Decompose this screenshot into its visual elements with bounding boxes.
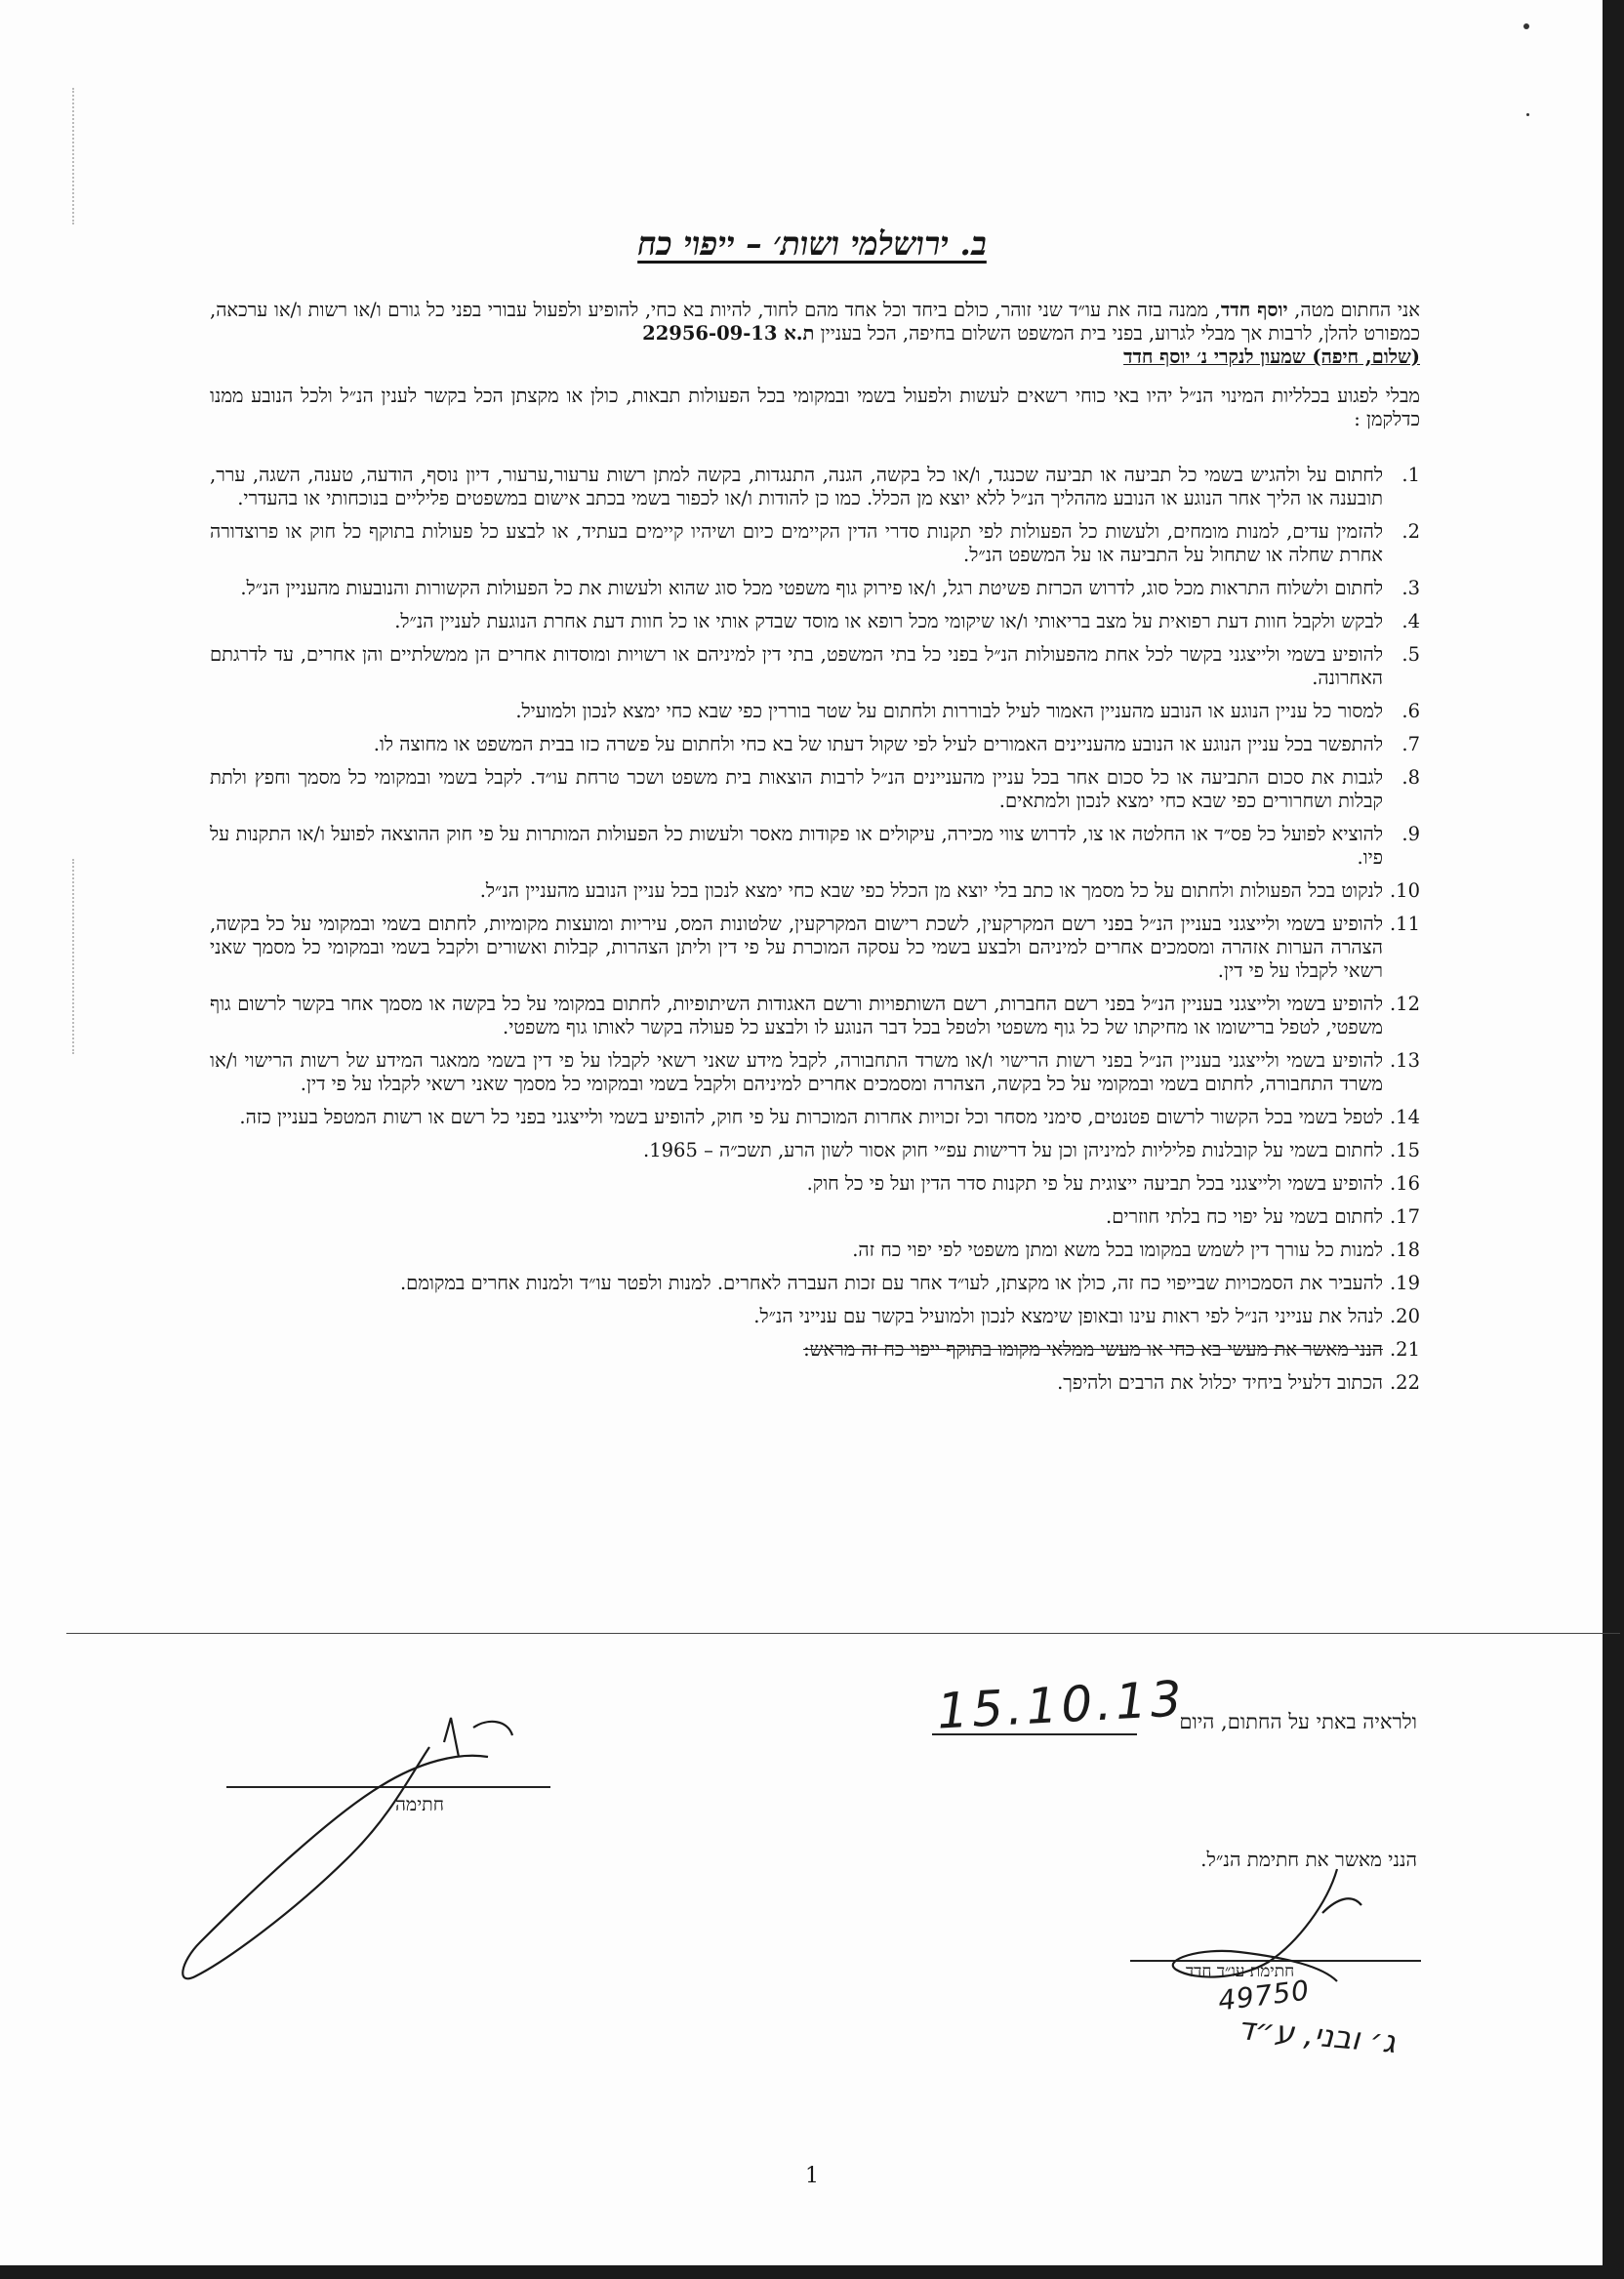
list-item-text: הכתוב דלעיל ביחיד יכלול את הרבים ולהיפך.: [1057, 1371, 1383, 1394]
list-item-text: להעביר את הסמכויות שבייפוי כח זה, כולן או מקצתן, לעו״ד אחר עם זכות העברה לאחרים. למנות ולפטר עו״ד ולמנות אחרים במקומם.: [399, 1272, 1383, 1294]
list-item-text: למנות כל עורך דין לשמש במקומו בכל משא ומתן משפטי לפי יפוי כח זה.: [852, 1239, 1383, 1261]
list-item-number: .15: [1389, 1139, 1420, 1161]
list-item-text: לחתום בשמי על יפוי כח בלתי חוזרים.: [1106, 1205, 1383, 1228]
list-item-text: הנני מאשר את מעשי בא כחי או מעשי ממלאי מקומו בתוקף ייפוי כח זה מראש:: [803, 1338, 1383, 1361]
list-item-text: להופיע בשמי ולייצגני בקשר לכל אחת מהפעולות הנ״ל בפני כל בתי המשפט, בתי דין למיניהם או רשויות ומוסדות אחרים הן ממשלתיים והן אחרים, עד לדרגתם האחרונה.: [210, 643, 1383, 689]
list-item-text: להתפשר בכל עניין הנוגע או הנובע מהעניינים האמורים לעיל לפי שקול דעתו של בא כחי ולחתום על פשרה כזו בבית המשפט או מחוצה לו.: [373, 733, 1383, 755]
list-item-text: לחתום על ולהגיש בשמי כל תביעה או תביעה שכנגד, ו/או כל בקשה, הגנה, התנגדות, בקשה למתן רשות ערעור,ערעור, דיון נוסף, הודעה, טענה, השגה, ערר, תובענה או הליך אחר הנוגע או הנובע מההליך הנ״ל ללא יוצא מן הכלל. כמו כן להודות ו/או לכפור בשמי בכתב אישום במשפטים פליליים בנוכחותי או בהעדרי.: [210, 464, 1383, 509]
list-item-number: .13: [1389, 1049, 1420, 1072]
list-item-text: להופיע בשמי ולייצגני בעניין הנ״ל בפני רשם החברות, רשם השותפויות ורשם האגודות השיתופיות, לחתום במקומי על כל בקשה או מסמך אחר בקשר לרשום גוף משפטי, לטפל ברישומו או מחיקתו של כל גוף משפטי ולטפל בכל דבר הנוגע לו ולבצע כל פעולה בקשר לאותו גוף משפטי.: [210, 993, 1383, 1038]
list-item-number: .14: [1389, 1106, 1420, 1128]
signature-label-left: חתימה: [395, 1794, 445, 1815]
list-item-number: .6: [1401, 700, 1420, 722]
page-number: 1: [805, 2164, 819, 2188]
list-item-number: .18: [1389, 1239, 1420, 1261]
list-item-text: לחתום ולשלוח התראות מכל סוג, לדרוש הכרזת פשיטת רגל, ו/או פירוק גוף משפטי מכל סוג שהוא ולעשות את כל הפעולות הקשורות והנובעות מהעניין הנ״ל.: [240, 577, 1383, 599]
list-item-text: להופיע בשמי ולייצגני בכל תביעה ייצוגית על פי תקנות סדר הדין ועל פי כל חוק.: [806, 1172, 1383, 1195]
intro-paragraph: אני החתום מטה, יוסף חדד, ממנה בזה את עו״ד שני זוהר, כולם ביחד וכל אחד מהם לחוד, להיות בא כחי, להופיע ולפעול עבורי בפני כל גורם ו/או רשות ו/או ערכאה, כמפורט להלן, לרבות אך מבלי לגרוע, בפני בית המשפט השלום בחיפה, הכל בעניין ת.א 22956-09-13 (שלום, חיפה) שמעון לנקרי נ׳ יוסף חדד: [210, 299, 1420, 368]
list-item-number: .20: [1389, 1305, 1420, 1327]
list-item-number: .12: [1389, 993, 1420, 1015]
list-item-number: .22: [1389, 1371, 1420, 1394]
list-item-text: לטפל בשמי בכל הקשור לרשום פטנטים, סימני מסחר וכל זכויות אחרות המוכרות על פי חוק, להופיע בשמי ולייצגני בפני כל רשם או רשות המטפל בעניין כזה.: [239, 1106, 1383, 1128]
handwritten-date: 15.10.13: [935, 1670, 1187, 1740]
signature-label-right: חתימת עו״ד חדד: [1186, 1962, 1295, 1981]
list-item-number: .19: [1389, 1272, 1420, 1294]
confirmation-text: הנני מאשר את חתימת הנ״ל.: [1200, 1848, 1417, 1871]
list-item-number: .4: [1401, 610, 1420, 632]
list-item-number: .7: [1401, 733, 1420, 755]
list-item-text: למסור כל עניין הנוגע או הנובע מהעניין האמור לעיל לבוררות ולחתום על שטר בוררין כפי שבא כחי ימצא לנכון ולמועיל.: [515, 700, 1383, 722]
signature-right: [1173, 1869, 1361, 1981]
list-item-text: לגבות את סכום התביעה או כל סכום אחר בכל עניין מהעניינים הנ״ל לרבות הוצאות בית משפט ושכר טרחת עו״ד. לקבל בשמי ובמקומי כל מסמך וחפץ ולתת קבלות ושחרורים כפי שבא כחי ימצא לנכון ולמתאים.: [210, 766, 1383, 812]
case-parties: (שלום, חיפה) שמעון לנקרי נ׳ יוסף חדד: [1123, 346, 1420, 368]
lawyer-stamp-name: ג׳ ובני, ע״ד: [1236, 2009, 1398, 2061]
scope-paragraph: מבלי לפגוע בכלליות המינוי הנ״ל יהיו באי כוחי רשאים לעשות ולפעול בשמי ובמקומי בכל הפעולות תבאות, כולן או מקצתן הכל בקשר לענין הנ״ל ולכל הנובע ממנו כדלקמן :: [210, 385, 1420, 430]
list-item-number: .21: [1389, 1338, 1420, 1361]
list-item-number: .16: [1389, 1172, 1420, 1195]
case-number: ת.א 22956-09-13: [642, 322, 815, 345]
list-item-number: .9: [1401, 823, 1420, 845]
list-item-number: .17: [1389, 1205, 1420, 1228]
list-item-number: .11: [1389, 913, 1420, 935]
grantor-name: יוסף חדד: [1220, 299, 1288, 321]
list-item-number: .8: [1401, 766, 1420, 789]
list-item-text: לבקש ולקבל חוות דעת רפואית על מצב בריאותי ו/או שיקומי מכל רופא או מוסד שבדק אותי או כל חוות דעת אחרת הנוגעת לעניין הנ״ל.: [394, 610, 1383, 632]
list-item-number: .10: [1389, 879, 1420, 902]
lawyer-stamp-number: 49750: [1216, 1974, 1312, 2017]
list-item-number: .2: [1401, 520, 1420, 543]
list-item-text: לנהל את ענייני הנ״ל לפי ראות עינו ובאופן שימצא לנכון ולמועיל בקשר עם ענייני הנ״ל.: [753, 1305, 1383, 1327]
document-title: ב. ירושלמי ושות׳ – ייפוי כח: [637, 224, 987, 263]
list-item-text: לנקוט בכל הפעולות ולחתום על כל מסמך או כתב בלי יוצא מן הכלל כפי שבא כחי ימצא לנכון בכל עניין הנובע מהעניין הנ״ל.: [479, 879, 1383, 902]
list-item-text: להזמין עדים, למנות מומחים, ולעשות כל הפעולות לפי תקנות סדרי הדין הקיימים כיום ושיהיו קיימים בעתיד, או לבצע כל פעולות בתוקף כל חוק או פרוצדורה אחרת שחלה או שתחול על התביעה או על המשפט הנ״ל.: [210, 520, 1383, 566]
list-item-text: להוציא לפועל כל פס״ד או החלטה או צו, לדרוש צווי מכירה, עיקולים או פקודות מאסר ולעשות כל הפעולות המותרות על פי חוק ההוצאה לפועל ו/או התקנות על פיו.: [210, 823, 1383, 869]
signature-left: [183, 1718, 512, 1978]
date-label: ולראיה באתי על החתום, היום: [1179, 1710, 1417, 1733]
list-item-number: .3: [1401, 577, 1420, 599]
list-item-number: .5: [1401, 643, 1420, 666]
list-item-text: להופיע בשמי ולייצגני בעניין הנ״ל בפני רשות הרישוי ו/או משרד התחבורה, לקבל מידע שאני רשאי לקבלו על פי דין בשמי ממאגר המידע של רשות הרישוי ו/או משרד התחבורה, לחתום בשמי ובמקומי על כל בקשה, הצהרה ומסמכים אחרים למיניהם ולקבל בשמי ובמקומי כל מסמך שאני רשאי לקבלו על פי דין.: [210, 1049, 1383, 1095]
list-item-text: לחתום בשמי על קובלנות פליליות למיניהן וכן על דרישות עפ״י חוק אסור לשון הרע, תשכ״ה – 1965.: [643, 1139, 1383, 1161]
list-item-text: להופיע בשמי ולייצגני בעניין הנ״ל בפני רשם המקרקעין, לשכת רישום המקרקעין, שלטונות המס, עיריות ומועצות מקומיות, לחתום בשמי ובמקומי על כל בקשה, הצהרה הערות אזהרה ומסמכים אחרים למיניהם ולבצע בשמי כל עסקה המוכרת על פי דין וליתן הצהרות, קבלות ואשורים ולקבל בשמי ובמקומי כל מסמך שאני רשאי לקבלו על פי דין.: [210, 913, 1383, 982]
list-item-number: .1: [1401, 464, 1420, 486]
